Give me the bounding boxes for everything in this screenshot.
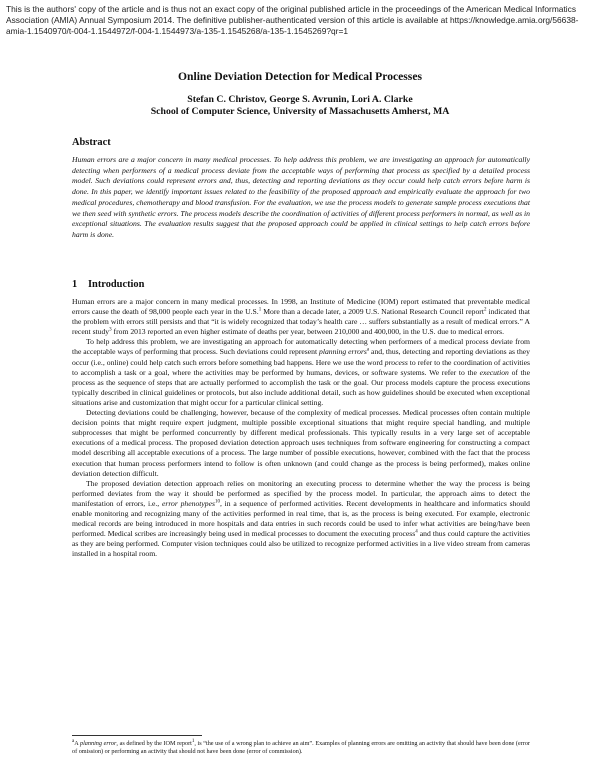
abstract-heading: Abstract [72,137,111,148]
footnote-mark: a [366,347,370,353]
footnote: $^a$A planning error, as defined by the IOM report$^1$, is “the use of a wrong plan to achieve an aim”. Examples of planning errors are omitting an activity that should have been done (error of omission) or performing an activity that should not have been done (error of commission). [72,738,530,756]
citation: 4 [415,529,418,535]
author-block [0,94,600,118]
author-affiliation: School of Computer Science, University of Massachusetts Amherst, MA [150,106,450,117]
citation: 1 [258,307,262,313]
citation: 2 [483,307,487,313]
copyright-notice: This is the authors' copy of the article and is thus not an exact copy of the original published article in the proceedings of the American Medical Informatics Association (AMIA) Annual Symposium 2014. The definitive publisher-authenticated version of this article is available at https://knowledge.amia.org/56638-amia-1.1540970/t-004-1.1544972/f-004-1.1544973/a-135-1.1545268/a-135-1.1545269?qr=1 [6,4,579,36]
paragraph: Detecting deviations could be challenging, however, because of the complexity of medical processes. Medical processes often contain multiple decision points that might require expert judgment, multiple possible exceptional situations that might require special handling, and multiple subprocesses that might be performed concurrently by different medical professionals. This typically results in a very large set of acceptable executions of a medical process. The proposed deviation detection approach uses techniques from software engineering for constructing a compact model describing all acceptable executions of a process. The large number of possible executions, however, combined with the fact that the process execution that human process performers intend to follow is often unknown (and could change as the process is being performed), makes online deviation detection difficult. [72,408,530,478]
intro-body [72,297,530,559]
citation: 3 [109,327,112,333]
abstract-text: Human errors are a major concern in many medical processes. To help address this problem, we are investigating an approach for automatically detecting when performers of a medical process deviate from the acceptable ways of performing that process as specified by a detailed process model. Such deviations could represent errors and, thus, detecting and reporting deviations as they occur could help catch errors before harm is done. In this paper, we identify important issues related to the feasibility of the proposed approach and empirically evaluate the approach for two medical procedures, chemotherapy and blood transfusion. For the evaluation, we use the process models to generate sample process executions that we then seed with synthetic errors. The process models describe the coordination of activities of different process performers in normal, as well as in exceptional situations. The evaluation results suggest that the proposed approach could be applied in clinical settings to help catch errors before harm is done. [72,155,530,239]
section-title: Introduction [88,279,145,290]
citation: 1 [191,738,195,744]
intro-heading [72,279,144,290]
paragraph: To help address this problem, we are investigating an approach for automatically detecting when performers of a medical process deviate from the acceptable ways of performing that process. Such deviations could represent planning errors$^a$ and, thus, detecting and reporting deviations as they occur (i.e., online) could help catch such errors before something bad happens. Here we use the word process to refer to the coordination of activities to accomplish a task or a goal, where the activities may be performed by humans, devices, or software systems. We refer to the execution of the process as the sequence of steps that are actually performed to accomplish the task or the goal. Our process models capture the process executions typically described in clinical guidelines or protocols, but also include additional detail, such as how guidelines should be executed when exceptional situations arise and customization that might occur for a particular clinical setting. [72,337,530,407]
footnote-mark: a [72,738,75,744]
section-number: 1 [72,279,78,290]
paper-title: Online Deviation Detection for Medical Processes [178,70,422,83]
paragraph: The proposed deviation detection approach relies on monitoring an executing process to determine whether the way the process is being performed deviates from the way it should be performed as specified by the process model. In particular, the approach aims to detect the manifestation of errors, i.e., error phenotypes$^{10}$, in a sequence of performed activities. Recent developments in healthcare and informatics should enable monitoring and recognizing many of the activities performed in real time, that is, as the process is being executed. For example, electronic medical records are being introduced in more hospitals and data entries in such records could be used to infer what activities are being/have been performed. Medical scribes are increasingly being used in medical processes to document the executing process$^4$ and thus could capture the activities as they are being performed. Computer vision techniques could also be utilized to recognize performed activities in a live video stream from cameras installed in a hospital room. [72,478,530,559]
footnote-divider [72,735,202,736]
paragraph: Human errors are a major concern in many medical processes. In 1998, an Institute of Medicine (IOM) report estimated that preventable medical errors cause the death of 98,000 people each year in the U.S.$^1$ More than a decade later, a 2009 U.S. National Research Council report$^2$ indicated that the problem with errors still persists and that “it is widely recognized that today’s health care … suffers substantially as a result of medical errors.” A recent study$^3$ from 2013 reported an even higher estimate of deaths per year, between 210,000 and 400,000, in the U.S. due to medical errors. [72,297,530,337]
citation: 10 [214,499,220,505]
author-names: Stefan C. Christov, George S. Avrunin, Lori A. Clarke [187,94,413,105]
